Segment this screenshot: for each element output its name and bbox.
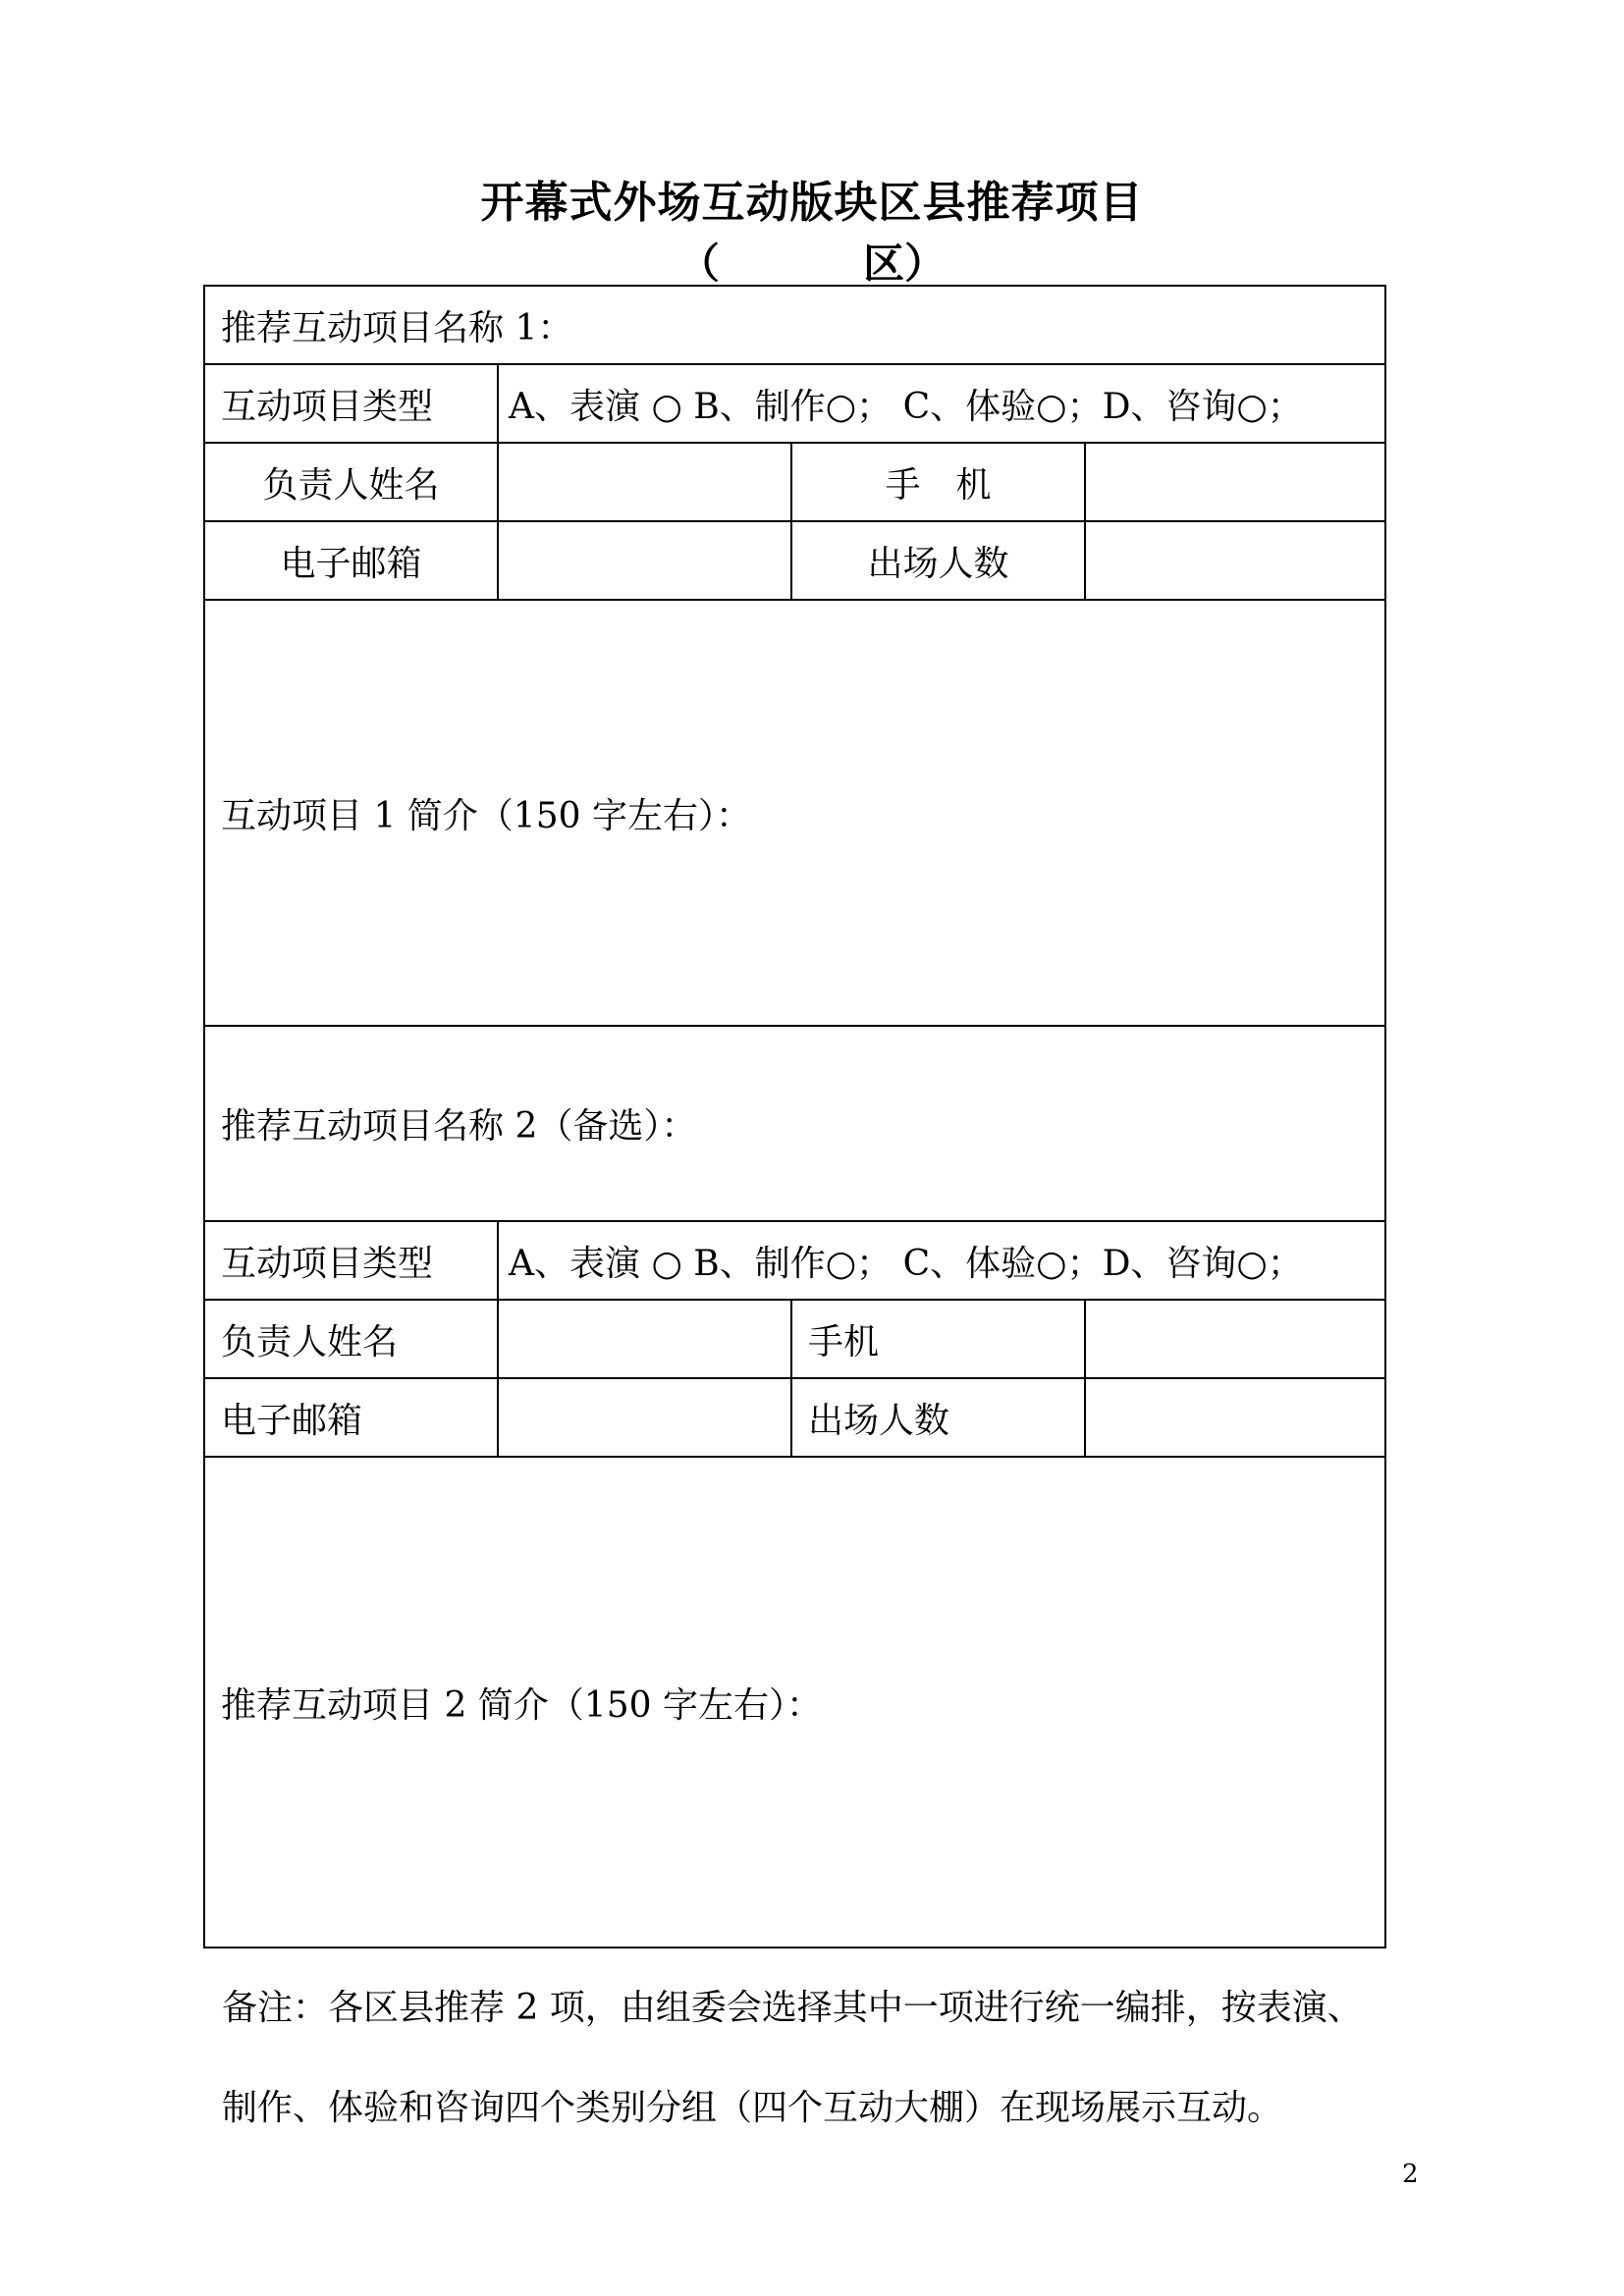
project1-phone-label: 手 机: [791, 443, 1085, 521]
project1-intro-field[interactable]: [204, 600, 1385, 1026]
footnote-line-2: 制作、体验和咨询四个类别分组（四个互动大棚）在现场展示互动。: [222, 2088, 1283, 2128]
project1-name-field[interactable]: [204, 286, 1385, 364]
project2-attendees-input[interactable]: [1085, 1378, 1385, 1457]
project2-leader-label: 负责人姓名: [204, 1300, 498, 1378]
project1-type-options[interactable]: A、表演 ○ B、制作○； C、体验○；D、咨询○；: [498, 364, 1385, 443]
project1-leader-label: 负责人姓名: [204, 443, 498, 521]
project1-type-label: 互动项目类型: [204, 364, 498, 443]
project2-type-label: 互动项目类型: [204, 1221, 498, 1300]
project2-intro-label: 推荐互动项目 2 简介（150 字左右）：: [221, 1684, 822, 1726]
project2-intro-field[interactable]: [204, 1457, 1385, 1948]
project1-email-input[interactable]: [498, 521, 791, 600]
project1-name-label: 推荐互动项目名称 1：: [221, 307, 573, 348]
project1-email-label: 电子邮箱: [204, 521, 498, 600]
project1-intro-label: 互动项目 1 简介（150 字左右）：: [221, 795, 751, 836]
project2-name-label: 推荐互动项目名称 2（备选）：: [221, 1106, 697, 1147]
project2-email-input[interactable]: [498, 1378, 791, 1457]
footnote: [222, 1958, 1439, 2159]
footnote-line-1: 备注：各区县推荐 2 项，由组委会选择其中一项进行统一编排，按表演、: [222, 1988, 1363, 2028]
project2-phone-label: 手机: [791, 1300, 1085, 1378]
project2-leader-input[interactable]: [498, 1300, 791, 1378]
project2-type-options[interactable]: A、表演 ○ B、制作○； C、体验○；D、咨询○；: [498, 1221, 1385, 1300]
project1-leader-input[interactable]: [498, 443, 791, 521]
page-number: 2: [1402, 2160, 1419, 2189]
document-title: 开幕式外场互动版块区县推荐项目: [480, 178, 1144, 228]
project2-attendees-label: 出场人数: [791, 1378, 1085, 1457]
district-line: （ 区）: [677, 240, 947, 288]
recommendation-form: [203, 285, 1386, 1949]
project2-phone-input[interactable]: [1085, 1300, 1385, 1378]
project2-name-field[interactable]: [204, 1026, 1385, 1221]
project1-phone-input[interactable]: [1085, 443, 1385, 521]
project1-attendees-input[interactable]: [1085, 521, 1385, 600]
project2-email-label: 电子邮箱: [204, 1378, 498, 1457]
project1-attendees-label: 出场人数: [791, 521, 1085, 600]
